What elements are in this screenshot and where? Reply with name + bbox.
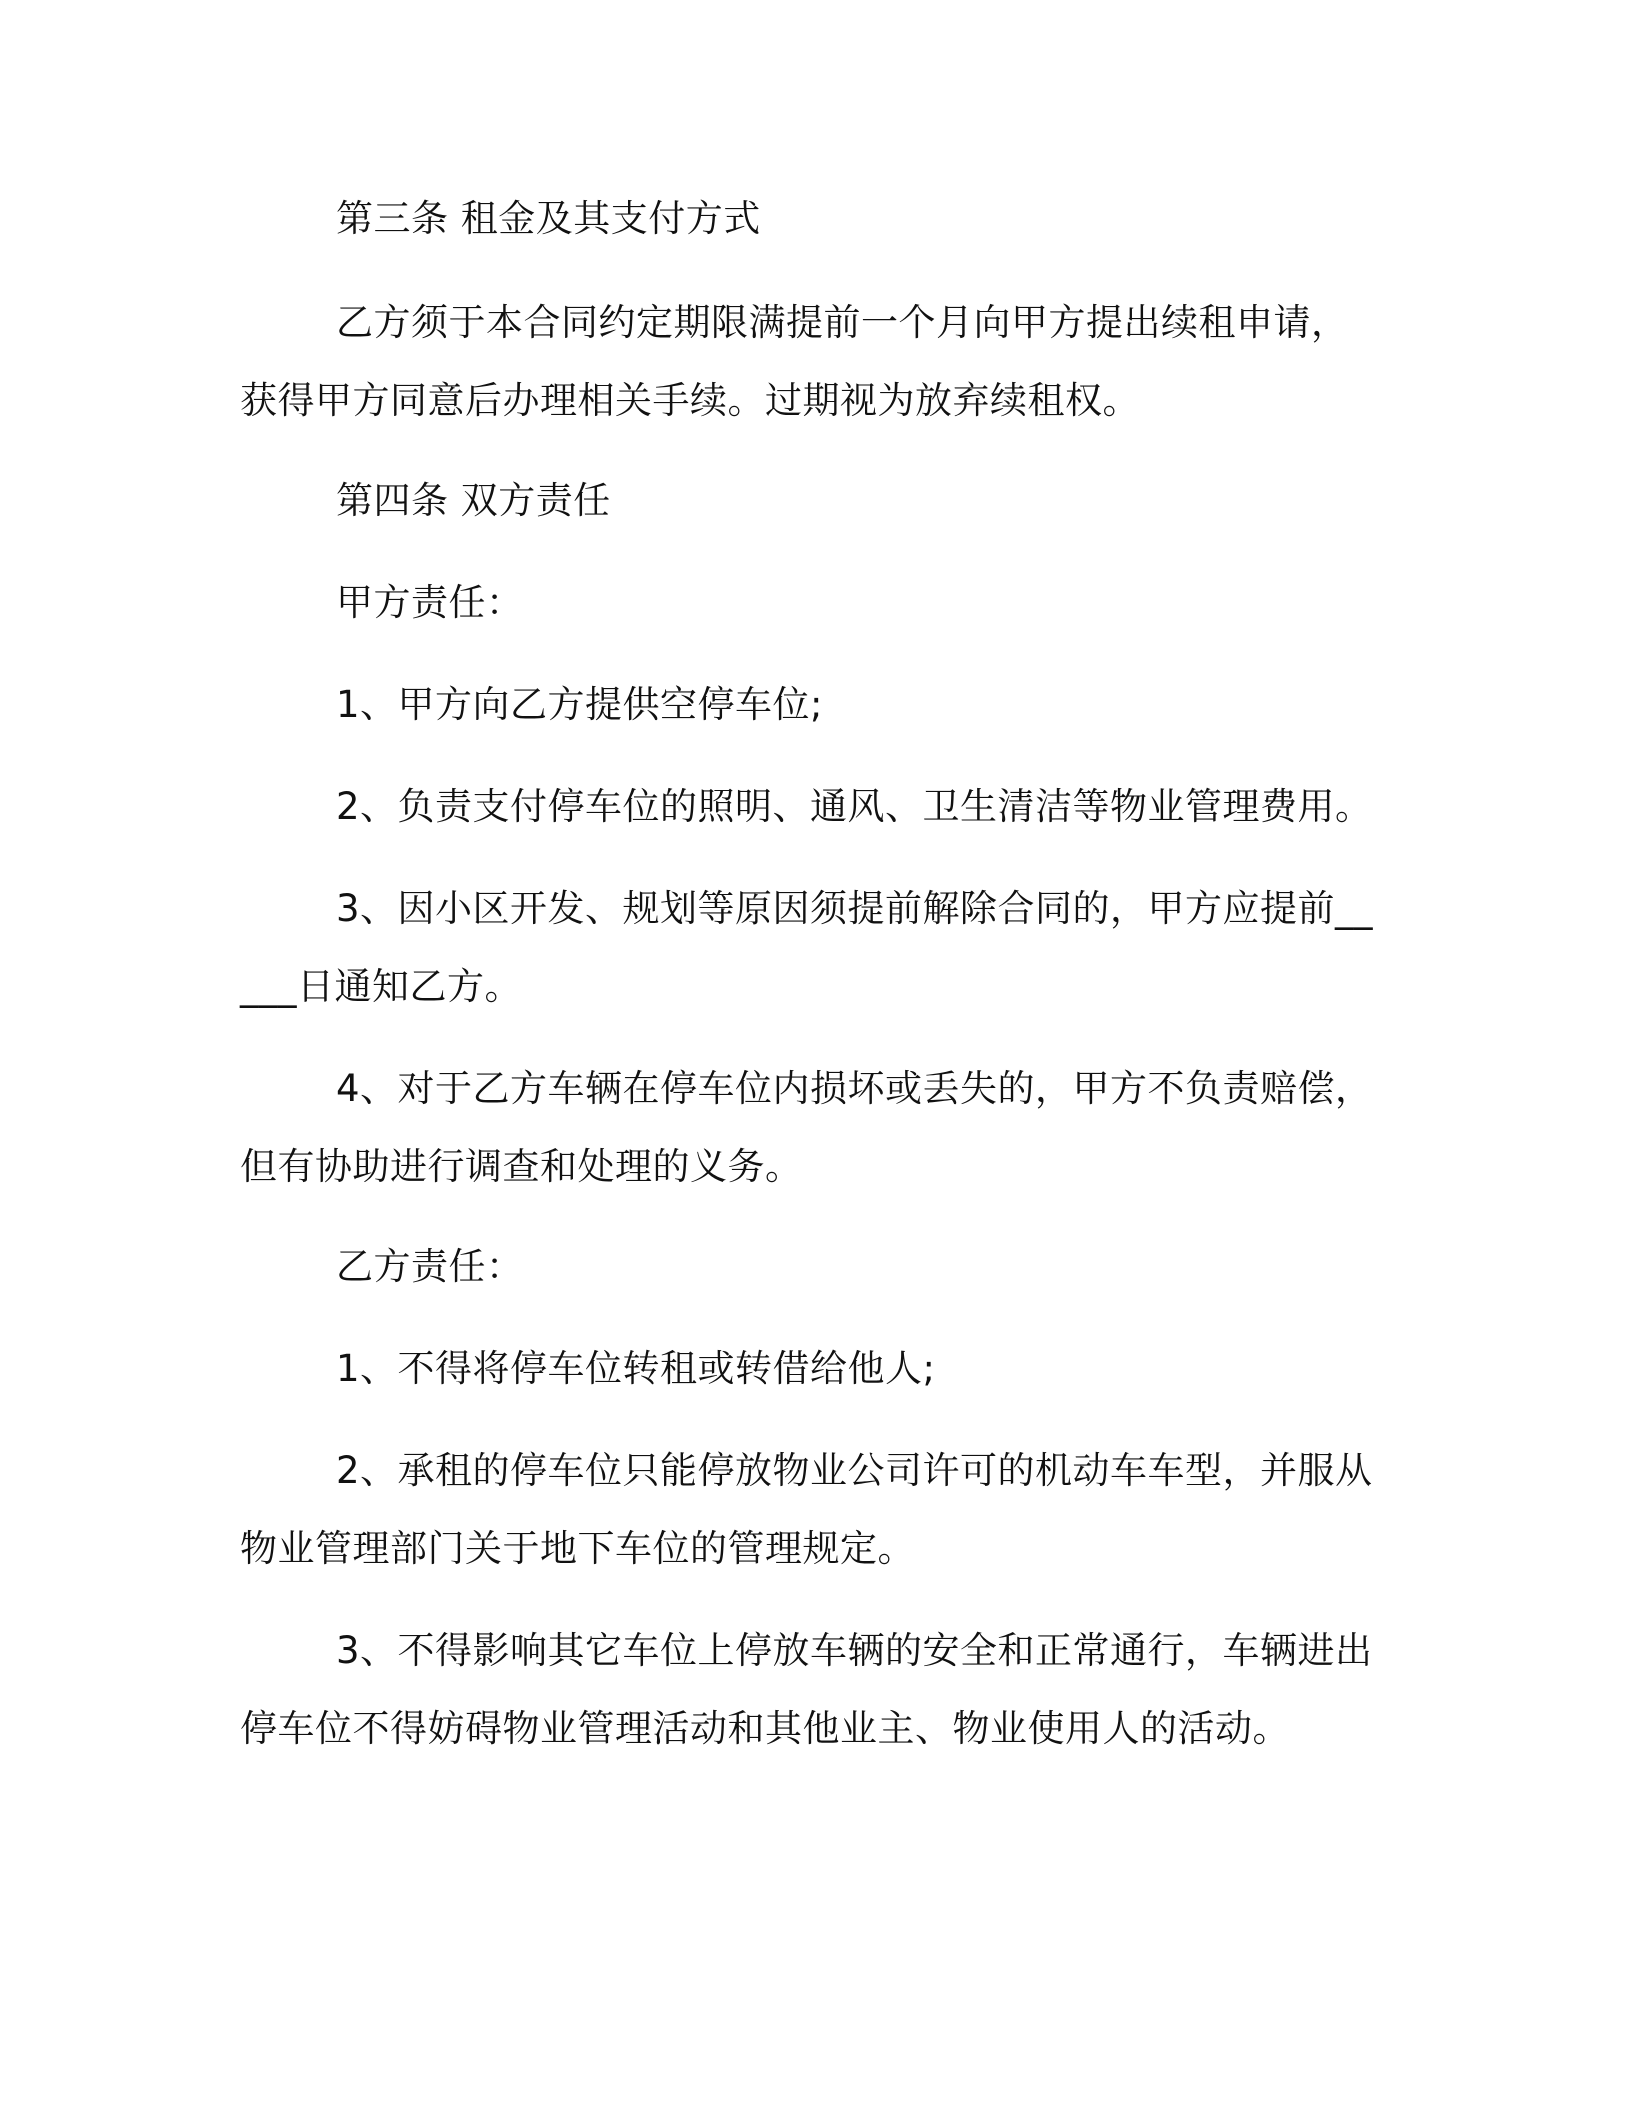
- party-a-duty-4: 4、对于乙方车辆在停车位内损坏或丢失的，甲方不负责赔偿，但有协助进行调查和处理的义务。: [240, 1067, 1373, 1188]
- party-a-duty-1: 1、甲方向乙方提供空停车位;: [336, 683, 824, 726]
- article-3-heading: 第三条 租金及其支付方式: [336, 197, 761, 240]
- article-4-heading: 第四条 双方责任: [336, 479, 611, 522]
- party-a-duty-3: 3、因小区开发、规划等原因须提前解除合同的，甲方应提前_____日通知乙方。: [240, 887, 1374, 1008]
- party-a-duties-heading: 甲方责任：: [336, 581, 524, 624]
- party-b-duty-2: 2、承租的停车位只能停放物业公司许可的机动车车型，并服从物业管理部门关于地下车位的管理规定。: [240, 1449, 1373, 1570]
- article-3-body: 乙方须于本合同约定期限满提前一个月向甲方提出续租申请，获得甲方同意后办理相关手续。过期视为放弃续租权。: [240, 301, 1349, 422]
- party-b-duties-heading: 乙方责任：: [336, 1245, 524, 1288]
- party-b-duty-3: 3、不得影响其它车位上停放车辆的安全和正常通行，车辆进出停车位不得妨碍物业管理活动和其他业主、物业使用人的活动。: [240, 1629, 1373, 1750]
- party-a-duty-2: 2、负责支付停车位的照明、通风、卫生清洁等物业管理费用。: [336, 785, 1373, 828]
- party-b-duty-1: 1、不得将停车位转租或转借给他人;: [336, 1347, 936, 1390]
